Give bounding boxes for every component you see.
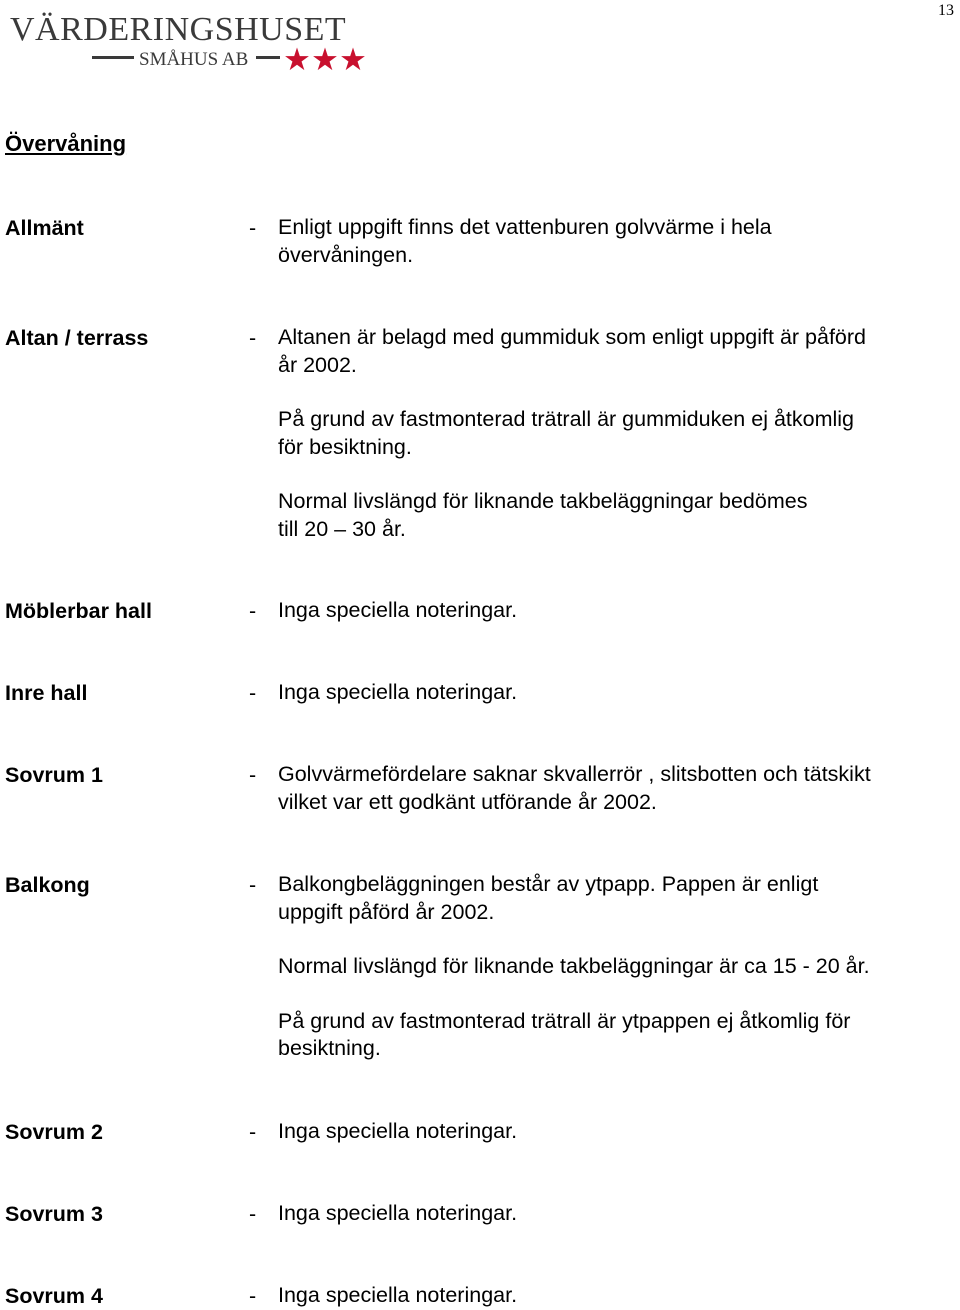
text-line: Inga speciella noteringar. [278,598,518,622]
page-header [0,0,960,90]
text-line: Inga speciella noteringar. [278,1283,518,1307]
section-title: Övervåning [5,131,127,156]
entry-paragraph [278,871,948,926]
logo-main-text: VÄRDERINGSHUSET [10,11,347,48]
logo-sub-text: SMÅHUS AB [139,49,249,70]
entry-paragraph [278,214,948,269]
bullet-dash: - [249,326,257,350]
logo-rule-right [256,56,280,59]
text-line: Normal livslängd för liknande takbeläggningar är ca 15 - 20 år. [278,954,870,978]
bullet-dash: - [249,873,257,897]
entry-paragraph [278,324,948,379]
entry-paragraph [278,488,948,543]
text-line: Inga speciella noteringar. [278,680,518,704]
bullet-dash: - [249,681,257,705]
bullet-dash: - [249,763,257,787]
entry-label: Altan / terrass [5,326,149,350]
entry-paragraph [278,406,948,461]
entry-text [278,871,948,1063]
entry-paragraph [278,1282,948,1310]
entry-text [278,1282,948,1310]
entry-paragraph [278,597,948,625]
entry-label: Balkong [5,873,90,897]
text-line: Golvvärmefördelare saknar skvallerrör , slitsbotten och tätskikt [278,762,871,786]
entry-text [278,1200,948,1228]
bullet-dash: - [249,216,257,240]
text-line: vilket var ett godkänt utförande år 2002. [278,789,657,814]
text-line: Normal livslängd för liknande takbeläggningar bedömes [278,489,808,513]
text-line: till 20 – 30 år. [278,516,406,541]
entry-paragraph [278,1200,948,1228]
entry-label: Sovrum 3 [5,1202,103,1226]
entry-paragraph [278,679,948,707]
bullet-dash: - [249,599,257,623]
text-line: besiktning. [278,1036,381,1060]
entry-label: Inre hall [5,681,88,705]
entry-label: Sovrum 2 [5,1120,103,1144]
text-line: Inga speciella noteringar. [278,1201,518,1225]
entry-text [278,597,948,625]
entry-paragraph [278,761,948,816]
text-line: På grund av fastmonterad trätrall är gummiduken ej åtkomlig [278,407,854,431]
text-line: år 2002. [278,352,357,377]
text-line: Altanen är belagd med gummiduk som enligt uppgift är påförd [278,325,867,349]
text-line: Balkongbeläggningen består av ytpapp. Pappen är enligt [278,872,819,896]
logo-stars-icon [285,48,365,71]
entry-text [278,679,948,707]
text-line: På grund av fastmonterad trätrall är ytpappen ej åtkomlig för [278,1008,851,1033]
entry-text [278,214,948,269]
entry-paragraph [278,1118,948,1146]
entry-text [278,324,948,543]
bullet-dash: - [249,1284,257,1308]
text-line: Enligt uppgift finns det vattenburen golvvärme i hela [278,215,772,239]
entry-label: Möblerbar hall [5,599,152,623]
text-line: för besiktning. [278,434,412,459]
bullet-dash: - [249,1120,257,1144]
bullet-dash: - [249,1202,257,1226]
entry-paragraph [278,1008,948,1063]
entry-label: Sovrum 4 [5,1284,103,1308]
page-number: 13 [938,2,954,19]
text-line: uppgift påförd år 2002. [278,899,495,924]
entry-label: Sovrum 1 [5,763,103,787]
entry-text [278,761,948,816]
entry-label: Allmänt [5,216,84,240]
entry-paragraph [278,953,948,981]
entry-text [278,1118,948,1146]
text-line: övervåningen. [278,242,414,267]
text-line: Inga speciella noteringar. [278,1119,518,1143]
logo-rule-left [92,56,134,59]
company-logo [8,2,380,82]
